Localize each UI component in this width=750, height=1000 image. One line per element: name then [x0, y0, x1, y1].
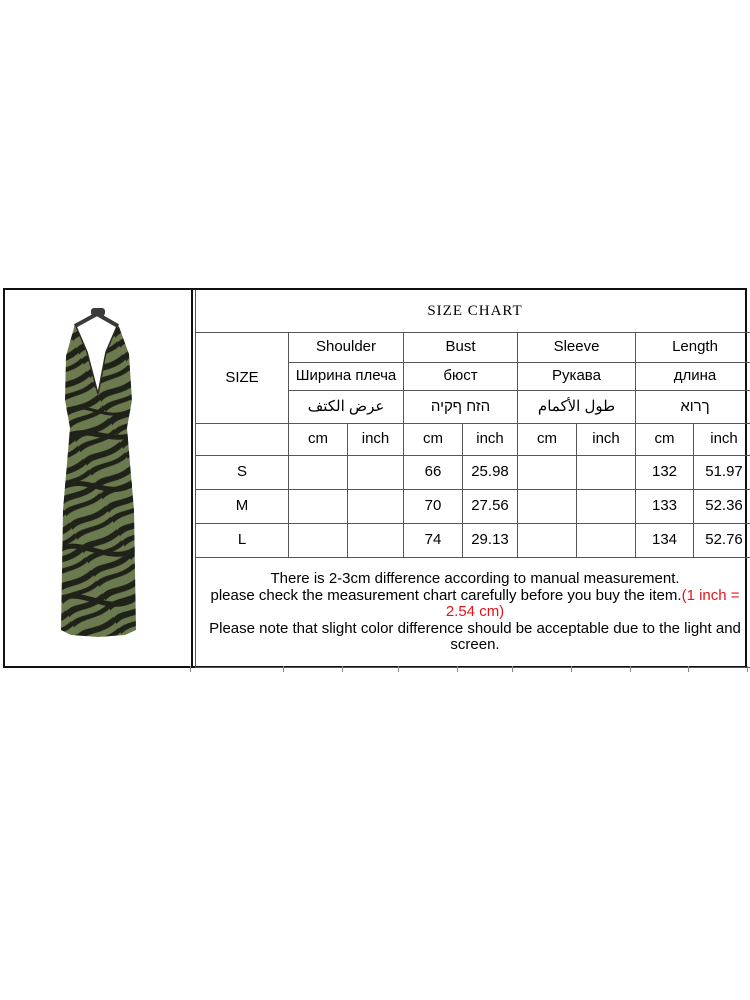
value-cell: [289, 456, 348, 490]
size-cell: M: [196, 490, 289, 524]
size-chart-frame: [3, 288, 747, 668]
value-cell: [577, 456, 636, 490]
value-cell: [518, 490, 577, 524]
unit-blank: [196, 424, 289, 456]
table-row: [196, 456, 750, 490]
unit-inch: inch: [694, 424, 750, 456]
note-line-3: Please note that slight color difference should be acceptable due to the light and screen.: [209, 619, 741, 654]
header-sleeve-ru: Рукава: [518, 363, 636, 391]
value-cell: 133: [636, 490, 694, 524]
value-cell: [348, 490, 404, 524]
note-line-1: There is 2-3cm difference according to manual measurement.: [270, 570, 680, 588]
unit-cm: cm: [404, 424, 463, 456]
value-cell: [518, 456, 577, 490]
value-cell: 66: [404, 456, 463, 490]
header-length-ru: длина: [636, 363, 750, 391]
table-row: [196, 490, 750, 524]
table-row: [196, 524, 750, 558]
value-cell: 70: [404, 490, 463, 524]
header-shoulder-ru: Ширина плеча: [289, 363, 404, 391]
zebra-halter-dress-image: [5, 290, 191, 666]
value-cell: [577, 524, 636, 558]
value-cell: 52.36: [694, 490, 750, 524]
header-length: Length: [636, 333, 750, 363]
product-image: [5, 290, 193, 666]
table-bottom-ticks: [190, 666, 749, 672]
note-line-2-text: please check the measurement chart carefully before you buy the item.: [210, 586, 682, 604]
value-cell: [348, 524, 404, 558]
unit-cm: cm: [636, 424, 694, 456]
note-line-2: [200, 588, 750, 621]
size-column-header: SIZE: [196, 333, 289, 424]
chart-title: SIZE CHART: [196, 290, 750, 333]
measurement-notes: [196, 558, 750, 668]
value-cell: [289, 524, 348, 558]
value-cell: 25.98: [463, 456, 518, 490]
header-shoulder: Shoulder: [289, 333, 404, 363]
value-cell: 27.56: [463, 490, 518, 524]
unit-inch: inch: [348, 424, 404, 456]
unit-inch: inch: [463, 424, 518, 456]
unit-inch: inch: [577, 424, 636, 456]
header-bust-ru: бюст: [404, 363, 518, 391]
size-cell: L: [196, 524, 289, 558]
value-cell: [348, 456, 404, 490]
unit-cm: cm: [289, 424, 348, 456]
value-cell: [289, 490, 348, 524]
value-cell: 134: [636, 524, 694, 558]
header-bust: Bust: [404, 333, 518, 363]
value-cell: 52.76: [694, 524, 750, 558]
value-cell: 132: [636, 456, 694, 490]
value-cell: 29.13: [463, 524, 518, 558]
value-cell: [518, 524, 577, 558]
size-chart-table: [195, 290, 750, 668]
header-bust-he: הזח ףקיה: [404, 391, 518, 424]
header-sleeve: Sleeve: [518, 333, 636, 363]
unit-cm: cm: [518, 424, 577, 456]
inch-conversion-note: (1 inch = 2.54 cm): [445, 586, 740, 621]
size-cell: S: [196, 456, 289, 490]
header-shoulder-ar: عرض الكتف: [289, 391, 404, 424]
value-cell: 74: [404, 524, 463, 558]
value-cell: [577, 490, 636, 524]
header-length-he: ךרוא: [636, 391, 750, 424]
header-sleeve-ar: طول الأكمام: [518, 391, 636, 424]
value-cell: 51.97: [694, 456, 750, 490]
